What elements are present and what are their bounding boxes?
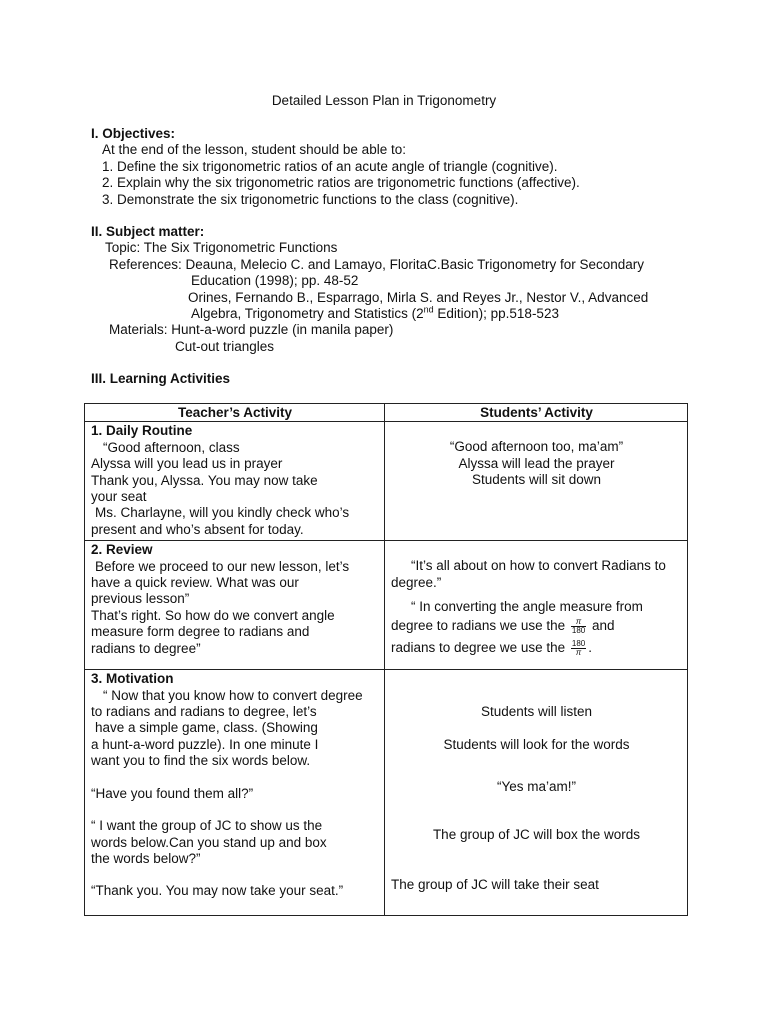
teacher-line: radians to degree” [91, 640, 201, 656]
subject-topic: Topic: The Six Trigonometric Functions [105, 240, 338, 256]
teacher-line: want you to find the six words below. [91, 753, 311, 769]
students-activity-header: Students’ Activity [385, 404, 688, 422]
teacher-line: have a quick review. What was our [91, 575, 299, 591]
student-line: “ In converting the angle measure from [411, 599, 643, 615]
reference-text: Algebra, Trigonometry and Statistics (2 [191, 306, 424, 322]
student-line: The group of JC will box the words [432, 827, 641, 843]
subject-reference: References: Deauna, Melecio C. and Lamayo, FloritaC.Basic Trigonometry for Secondary [109, 256, 644, 272]
teacher-line: “Have you found them all?” [91, 785, 254, 801]
subject-reference: Orines, Fernando B., Esparrago, Mirla S. and Reyes Jr., Nestor V., Advanced [188, 289, 649, 305]
edition-superscript: nd [423, 304, 434, 315]
pi-over-180-fraction [571, 618, 586, 635]
student-line: The group of JC will take their seat [391, 876, 599, 892]
student-line: Students will listen [480, 704, 593, 720]
student-cell [385, 670, 688, 916]
teacher-line: “ I want the group of JC to show us the [91, 818, 323, 834]
table-header-row [85, 404, 688, 422]
teacher-line: “Thank you. You may now take your seat.” [91, 883, 344, 899]
student-line: “Good afternoon too, ma’am” [449, 439, 624, 455]
objective-item: 1. Define the six trigonometric ratios of an acute angle of triangle (cognitive). [102, 158, 558, 174]
objective-item: 2. Explain why the six trigonometric ratios are trigonometric functions (affective). [102, 175, 580, 191]
table-row [85, 670, 688, 916]
table-row [85, 422, 688, 541]
section-label: 1. Daily Routine [91, 423, 193, 439]
subject-reference [91, 306, 711, 322]
student-line: “It’s all about on how to convert Radians to [411, 558, 666, 574]
teacher-line: the words below?” [91, 850, 201, 866]
teacher-cell [85, 422, 385, 541]
objectives-intro: At the end of the lesson, student should be able to: [102, 142, 406, 158]
subject-matter-section [91, 224, 711, 355]
teacher-line: “Good afternoon, class [103, 439, 240, 455]
fraction-denominator: π [575, 648, 582, 658]
teacher-line: words below.Can you stand up and box [91, 834, 327, 850]
180-over-pi-fraction [571, 640, 586, 657]
teacher-line: That’s right. So how do we convert angle [91, 607, 335, 623]
teacher-line: Thank you, Alyssa. You may now take [91, 472, 318, 488]
fraction-numerator: 180 [571, 639, 586, 649]
student-text: and [592, 618, 615, 634]
teacher-cell [85, 670, 385, 916]
teacher-activity-header: Teacher’s Activity [85, 404, 385, 422]
fraction-denominator: 180 [571, 626, 586, 636]
teacher-line: have a simple game, class. (Showing [95, 720, 318, 736]
teacher-line: previous lesson” [91, 591, 190, 607]
objectives-section [91, 126, 711, 208]
subject-materials: Cut-out triangles [175, 338, 275, 354]
student-line: “Yes ma’am!” [496, 779, 577, 795]
student-line [391, 615, 682, 637]
student-line: Students will look for the words [443, 736, 630, 752]
teacher-line: Alyssa will you lead us in prayer [91, 456, 283, 472]
learning-activities-table [84, 403, 688, 916]
student-text: radians to degree we use the [391, 640, 566, 656]
teacher-line: Ms. Charlayne, will you kindly check who’s [95, 505, 350, 521]
teacher-line: Before we proceed to our new lesson, let’s [95, 558, 350, 574]
fraction-numerator: π [571, 618, 586, 627]
subject-materials: Materials: Hunt-a-word puzzle (in manila paper) [109, 322, 394, 338]
section-label: 2. Review [91, 542, 153, 558]
student-cell [385, 422, 688, 541]
student-line: Alyssa will lead the prayer [458, 455, 615, 471]
teacher-line: to radians and radians to degree, let’s [91, 704, 317, 720]
teacher-line: present and who’s absent for today. [91, 521, 304, 537]
student-line [391, 637, 682, 659]
teacher-line: measure form degree to radians and [91, 624, 310, 640]
student-cell [385, 541, 688, 670]
student-text: . [588, 640, 593, 656]
objective-item: 3. Demonstrate the six trigonometric functions to the class (cognitive). [102, 191, 519, 207]
subject-reference: Education (1998); pp. 48-52 [191, 273, 359, 289]
teacher-line: “ Now that you know how to convert degree [103, 687, 363, 703]
table-row [85, 541, 688, 670]
activities-heading: III. Learning Activities [91, 371, 231, 386]
reference-text: Edition); pp.518-523 [433, 306, 559, 322]
student-line: Students will sit down [471, 472, 602, 488]
student-text: degree to radians we use the [391, 618, 566, 634]
document-title: Detailed Lesson Plan in Trigonometry [271, 93, 497, 108]
subject-heading: II. Subject matter: [91, 224, 205, 239]
objectives-heading: I. Objectives: [91, 126, 176, 141]
teacher-line: a hunt-a-word puzzle). In one minute I [91, 736, 319, 752]
section-label: 3. Motivation [91, 671, 174, 687]
student-line: degree.” [391, 574, 442, 590]
teacher-line: your seat [91, 489, 147, 505]
teacher-cell [85, 541, 385, 670]
